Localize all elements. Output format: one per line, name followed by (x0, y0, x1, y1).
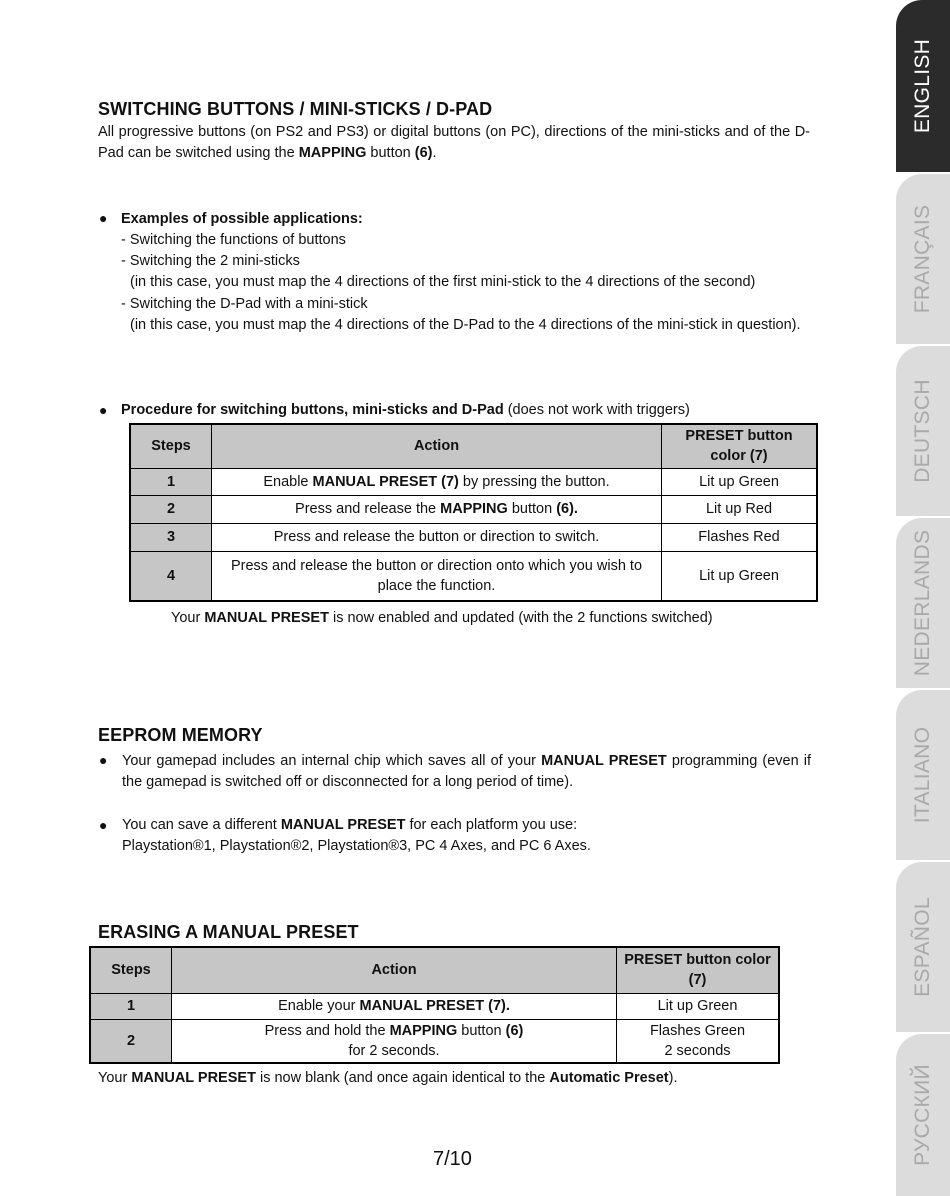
step-action: Enable your MANUAL PRESET (7). (172, 993, 617, 1019)
tab-nederlands[interactable]: NEDERLANDS (896, 518, 950, 688)
example-note: (in this case, you must map the 4 directions of the D-Pad to the 4 directions of the mini-stick in question). (130, 317, 801, 333)
table-row (130, 551, 817, 601)
step-action: Press and release the button or direction onto which you wish to place the function. (212, 551, 662, 601)
switching-intro: All progressive buttons (on PS2 and PS3) or digital buttons (on PC), directions of the mini-sticks and of the D-Pad can be switched using the MAPPING button (6). (98, 124, 810, 161)
bullet-eeprom-1: ● (99, 752, 108, 768)
step-color: Flashes Green 2 seconds (617, 1019, 780, 1063)
eeprom-point-2: You can save a different MANUAL PRESET for each platform you use: (122, 817, 578, 833)
header-steps: Steps (90, 947, 172, 993)
step-action: Press and hold the MAPPING button (6) for 2 seconds. (172, 1019, 617, 1063)
section-title-erasing: ERASING A MANUAL PRESET (98, 922, 359, 942)
example-note: (in this case, you must map the 4 directions of the first mini-stick to the 4 directions of the second) (130, 274, 756, 290)
erasing-steps-table (89, 946, 780, 1064)
step-color: Lit up Red (662, 495, 818, 523)
page-number: 7/10 (433, 1148, 472, 1170)
switching-steps-table (129, 423, 818, 602)
table-row (130, 495, 817, 523)
tab-francais[interactable]: FRANÇAIS (896, 174, 950, 344)
table-header-row (90, 947, 779, 993)
eeprom-point-1: Your gamepad includes an internal chip which saves all of your MANUAL PRESET programming (even if the gamepad is switched off or disconnected for a long period of time). (122, 753, 811, 790)
erasing-footnote: Your MANUAL PRESET is now blank (and once again identical to the Automatic Preset). (98, 1070, 678, 1086)
header-preset-color: PRESET button color (7) (662, 424, 818, 468)
table-row (90, 993, 779, 1019)
step-color: Lit up Green (617, 993, 780, 1019)
bullet-eeprom-2: ● (99, 817, 108, 833)
language-tabs (896, 0, 950, 1196)
header-steps: Steps (130, 424, 212, 468)
header-preset-color: PRESET button color (7) (617, 947, 780, 993)
step-number: 3 (130, 523, 212, 551)
tab-espanol[interactable]: ESPAÑOL (896, 862, 950, 1032)
step-color: Lit up Green (662, 551, 818, 601)
step-number: 1 (130, 468, 212, 495)
step-color: Lit up Green (662, 468, 818, 495)
bullet-procedure: ● (99, 402, 108, 418)
examples-heading: Examples of possible applications: (121, 211, 363, 227)
section-title-eeprom: EEPROM MEMORY (98, 725, 263, 745)
table-row (130, 468, 817, 495)
bullet-examples: ● (99, 210, 108, 226)
tab-italiano[interactable]: ITALIANO (896, 690, 950, 860)
step-number: 2 (90, 1019, 172, 1063)
header-action: Action (172, 947, 617, 993)
step-number: 2 (130, 495, 212, 523)
step-action: Press and release the MAPPING button (6). (212, 495, 662, 523)
switching-footnote: Your MANUAL PRESET is now enabled and updated (with the 2 functions switched) (171, 610, 713, 626)
step-action: Enable MANUAL PRESET (7) by pressing the button. (212, 468, 662, 495)
example-item: - Switching the 2 mini-sticks (121, 253, 300, 269)
example-item: - Switching the functions of buttons (121, 232, 346, 248)
table-row (130, 523, 817, 551)
tab-russian[interactable]: РУССКИЙ (896, 1034, 950, 1196)
eeprom-platforms: Playstation®1, Playstation®2, Playstation®3, PC 4 Axes, and PC 6 Axes. (122, 838, 591, 854)
table-row (90, 1019, 779, 1063)
example-item: - Switching the D-Pad with a mini-stick (121, 296, 368, 312)
step-color: Flashes Red (662, 523, 818, 551)
tab-deutsch[interactable]: DEUTSCH (896, 346, 950, 516)
section-title-switching: SWITCHING BUTTONS / MINI-STICKS / D-PAD (98, 99, 493, 119)
step-number: 1 (90, 993, 172, 1019)
table-header-row (130, 424, 817, 468)
step-action: Press and release the button or direction to switch. (212, 523, 662, 551)
header-action: Action (212, 424, 662, 468)
step-number: 4 (130, 551, 212, 601)
procedure-heading: Procedure for switching buttons, mini-sticks and D-Pad (does not work with triggers) (121, 402, 690, 418)
tab-english[interactable]: ENGLISH (896, 0, 950, 172)
